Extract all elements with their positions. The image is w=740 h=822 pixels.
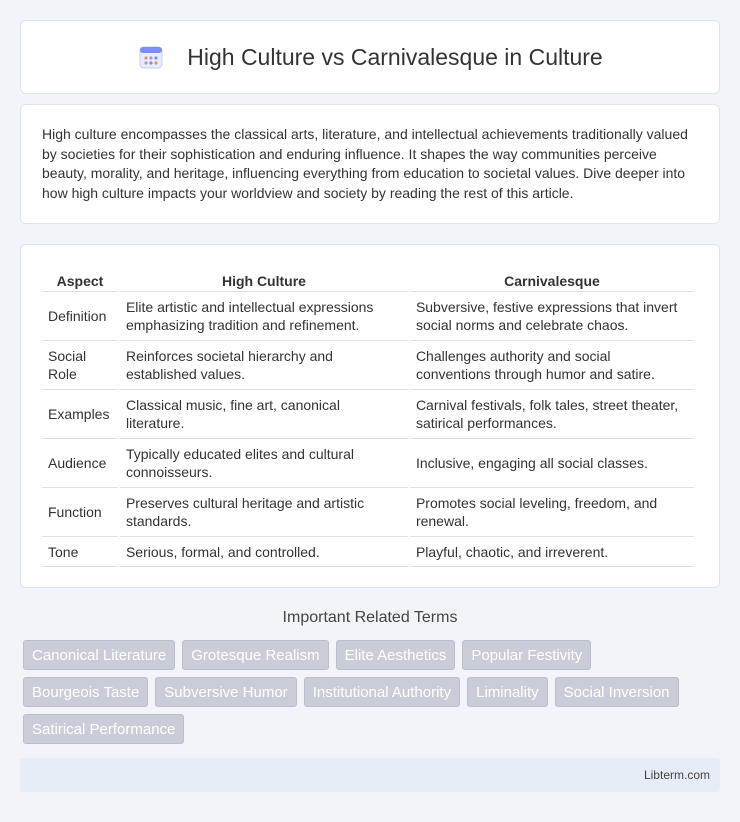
calendar-icon: [137, 43, 165, 71]
row-high-culture: Elite artistic and intellectual expressions emphasizing tradition and refinement.: [120, 292, 408, 341]
intro-paragraph: High culture encompasses the classical arts, literature, and intellectual achievements traditionally valued by societies for their sophistication and enduring influence. It shapes the way communities perceive beauty, morality, and heritage, influencing everything from education to societal values. Dive deeper into how high culture impacts your worldview and society by reading the rest of this article.: [42, 126, 688, 201]
row-carnivalesque: Challenges authority and social conventions through humor and satire.: [410, 341, 694, 390]
row-carnivalesque: Carnival festivals, folk tales, street theater, satirical performances.: [410, 390, 694, 439]
header-carnivalesque: Carnivalesque: [410, 267, 694, 292]
row-high-culture: Preserves cultural heritage and artistic standards.: [120, 488, 408, 537]
row-aspect: Tone: [42, 537, 118, 567]
related-terms-tags: [23, 640, 723, 751]
tag-satirical-performance[interactable]: Satirical Performance: [23, 714, 184, 744]
row-aspect: Definition: [42, 292, 118, 341]
page-title: High Culture vs Carnivalesque in Culture: [187, 43, 603, 70]
footer-site-link[interactable]: Libterm.com: [643, 768, 710, 782]
tag-liminality[interactable]: Liminality: [467, 677, 548, 707]
intro-card: [20, 104, 720, 224]
comparison-table-card: [20, 244, 720, 588]
table-row: [42, 439, 694, 488]
table-row: [42, 537, 694, 567]
row-aspect: Function: [42, 488, 118, 537]
tag-social-inversion[interactable]: Social Inversion: [555, 677, 679, 707]
row-high-culture: Reinforces societal hierarchy and established values.: [120, 341, 408, 390]
header-card: [20, 20, 720, 94]
tag-canonical-literature[interactable]: Canonical Literature: [23, 640, 175, 670]
row-carnivalesque: Promotes social leveling, freedom, and renewal.: [410, 488, 694, 537]
row-high-culture: Typically educated elites and cultural connoisseurs.: [120, 439, 408, 488]
comparison-table: [40, 267, 696, 567]
table-row: [42, 292, 694, 341]
table-row: [42, 341, 694, 390]
header-aspect: Aspect: [42, 267, 118, 292]
footer: [20, 758, 720, 792]
related-terms-title: Important Related Terms: [282, 609, 458, 626]
row-carnivalesque: Inclusive, engaging all social classes.: [410, 439, 694, 488]
row-aspect: Social Role: [42, 341, 118, 390]
table-row: [42, 390, 694, 439]
row-high-culture: Serious, formal, and controlled.: [120, 537, 408, 567]
tag-bourgeois-taste[interactable]: Bourgeois Taste: [23, 677, 148, 707]
header-high-culture: High Culture: [120, 267, 408, 292]
row-high-culture: Classical music, fine art, canonical literature.: [120, 390, 408, 439]
row-carnivalesque: Subversive, festive expressions that invert social norms and celebrate chaos.: [410, 292, 694, 341]
tag-popular-festivity[interactable]: Popular Festivity: [462, 640, 591, 670]
tag-subversive-humor[interactable]: Subversive Humor: [155, 677, 296, 707]
row-carnivalesque: Playful, chaotic, and irreverent.: [410, 537, 694, 567]
row-aspect: Audience: [42, 439, 118, 488]
tag-institutional-authority[interactable]: Institutional Authority: [304, 677, 460, 707]
table-header-row: [42, 267, 694, 292]
tag-elite-aesthetics[interactable]: Elite Aesthetics: [336, 640, 456, 670]
tag-grotesque-realism[interactable]: Grotesque Realism: [182, 640, 328, 670]
table-row: [42, 488, 694, 537]
row-aspect: Examples: [42, 390, 118, 439]
